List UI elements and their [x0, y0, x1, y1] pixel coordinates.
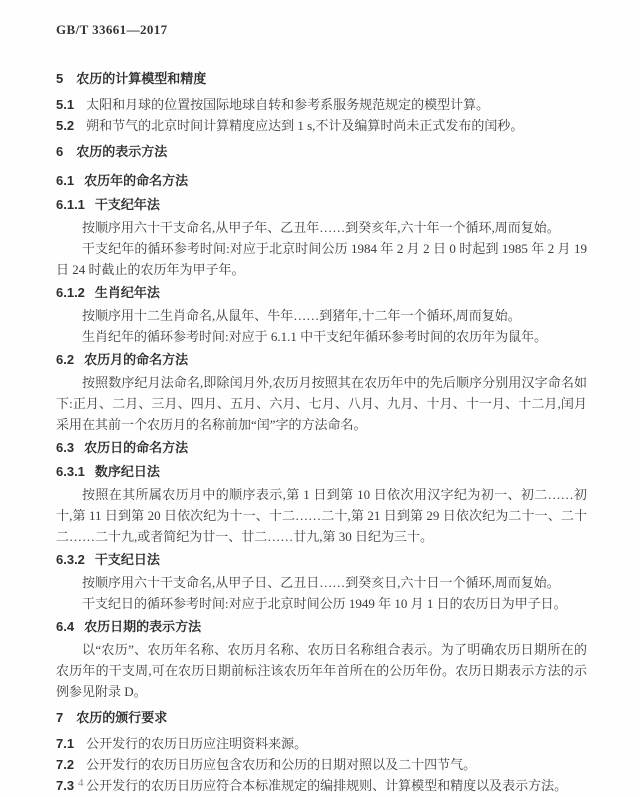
section-number: 7.2 [56, 757, 75, 772]
section-heading [56, 197, 587, 213]
section-number: 6 [56, 144, 64, 159]
section-number: 6.1.1 [56, 197, 85, 212]
section-heading [56, 440, 587, 456]
section-title: 农历年的命名方法 [84, 173, 189, 188]
paragraph: 干支纪年的循环参考时间:对应于北京时间公历 1984 年 2 月 2 日 0 时起到 1985 年 2 月 19 日 24 时截止的农历年为甲子年。 [56, 241, 587, 277]
section-number: 6.3 [56, 440, 75, 455]
clause-text: 朔和节气的北京时间计算精度应达到 1 s,不计及编算时尚未正式发布的闰秒。 [86, 118, 524, 133]
clause [56, 776, 587, 796]
section-number: 5 [56, 71, 64, 86]
section-heading [56, 285, 587, 301]
section-title: 农历的表示方法 [76, 144, 168, 159]
section-title: 农历的颁行要求 [76, 710, 168, 725]
section-number: 5.2 [56, 118, 75, 133]
clause-text: 公开发行的农历日历应符合本标准规定的编排规则、计算模型和精度以及表示方法。 [86, 778, 568, 793]
page-number: 4 [78, 777, 84, 789]
clause-text: 公开发行的农历日历应注明资料来源。 [86, 736, 308, 751]
clause-text: 太阳和月球的位置按国际地球自转和参考系服务规范规定的模型计算。 [86, 97, 490, 112]
section-title: 农历的计算模型和精度 [76, 71, 207, 86]
section-heading [56, 619, 587, 635]
paragraph: 以“农历”、农历年名称、农历月名称、农历日名称组合表示。为了明确农历日期所在的农历年的干支周,可在农历日期前标注该农历年年首所在的公历年份。农历日期表示方法的示例参见附录 D。 [56, 642, 587, 699]
clause-text: 公开发行的农历日历应包含农历和公历的日期对照以及二十四节气。 [86, 757, 477, 772]
section-number: 7.1 [56, 736, 75, 751]
paragraph: 按顺序用六十干支命名,从甲子年、乙丑年……到癸亥年,六十年一个循环,周而复始。 [82, 220, 560, 235]
section-heading [56, 71, 587, 87]
clause [56, 95, 587, 115]
paragraph: 生肖纪年的循环参考时间:对应于 6.1.1 中干支纪年循环参考时间的农历年为鼠年。 [82, 329, 548, 344]
section-heading [56, 710, 587, 726]
section-heading [56, 552, 587, 568]
paragraph: 按照在其所属农历月中的顺序表示,第 1 日到第 10 日依次用汉字纪为初一、初二……初十,第 11 日到第 20 日依次纪为十一、十二……二十,第 21 日到第 29 日依次纪为二十一、二十二……二十九,或者简纪为廿一、廿二……廿九,第 30 日纪为三十。 [56, 487, 587, 544]
clause [56, 755, 587, 775]
section-heading [56, 464, 587, 480]
paragraph: 干支纪日的循环参考时间:对应于北京时间公历 1949 年 10 月 1 日的农历日为甲子日。 [82, 596, 567, 611]
standard-number-header: GB/T 33661—2017 [56, 22, 168, 37]
clause [56, 734, 587, 754]
section-number: 6.3.2 [56, 552, 85, 567]
paragraph: 按照数序纪月法命名,即除闰月外,农历月按照其在农历年中的先后顺序分别用汉字命名如下:正月、二月、三月、四月、五月、六月、七月、八月、九月、十月、十一月、十二月,闰月采用在其前一个农历月的名称前加“闰”字的方法命名。 [56, 375, 587, 432]
section-title: 农历日的命名方法 [84, 440, 189, 455]
section-title: 生肖纪年法 [94, 285, 160, 300]
section-number: 6.1 [56, 173, 75, 188]
document-body [56, 71, 587, 796]
section-number: 7.3 [56, 778, 75, 793]
section-heading [56, 173, 587, 189]
section-number: 6.1.2 [56, 285, 85, 300]
section-number: 7 [56, 710, 64, 725]
section-title: 干支纪年法 [94, 197, 160, 212]
section-number: 6.3.1 [56, 464, 85, 479]
section-heading [56, 144, 587, 160]
section-heading [56, 352, 587, 368]
section-title: 干支纪日法 [94, 552, 160, 567]
section-number: 5.1 [56, 97, 75, 112]
section-title: 农历月的命名方法 [84, 352, 189, 367]
section-title: 农历日期的表示方法 [84, 619, 202, 634]
paragraph: 按顺序用六十干支命名,从甲子日、乙丑日……到癸亥日,六十日一个循环,周而复始。 [82, 575, 560, 590]
section-number: 6.4 [56, 619, 75, 634]
clause [56, 116, 587, 136]
section-title: 数序纪日法 [94, 464, 160, 479]
paragraph: 按顺序用十二生肖命名,从鼠年、牛年……到猪年,十二年一个循环,周而复始。 [82, 308, 521, 323]
section-number: 6.2 [56, 352, 75, 367]
